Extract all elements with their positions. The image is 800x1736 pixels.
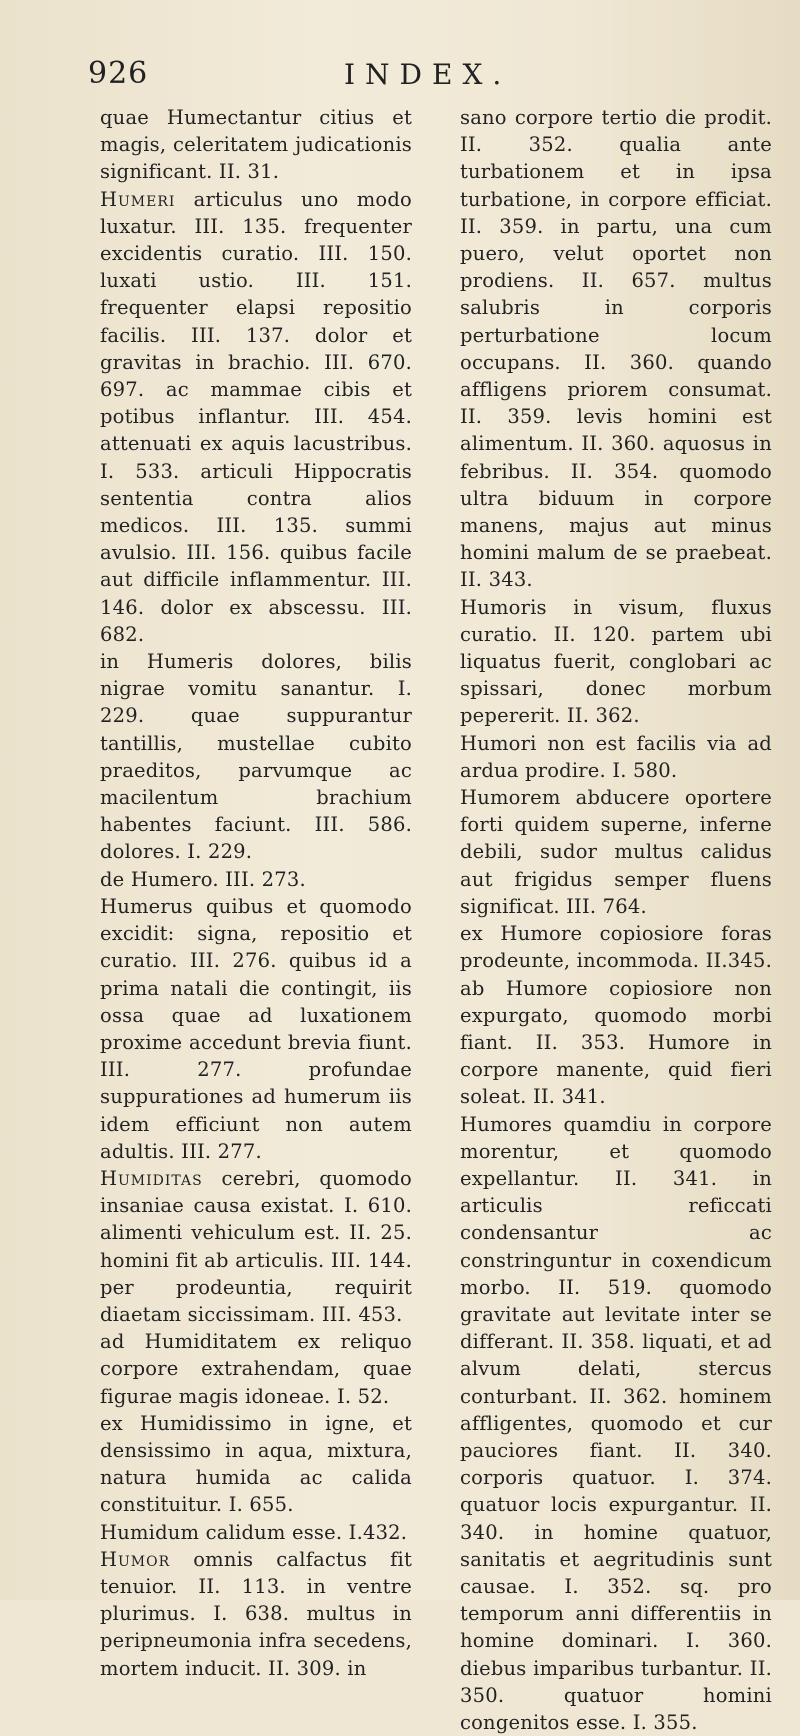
entry-headword: Humeri [100,187,176,211]
index-entry [460,594,772,730]
page-number: 926 [88,56,149,91]
page-header [0,56,800,96]
index-entry [100,186,412,648]
entry-text: ex Humidissimo in igne, et densissimo in aqua, mixtura, natura humida ac calida constituitur. I. 655. [100,1411,412,1517]
entry-text: articulus uno modo luxatur. III. 135. frequenter excidentis curatio. III. 150. luxati ustio. III. 151. frequenter elapsi repositio facilis. III. 137. dolor et gravitas in brachio. III. 670. 697. ac mammae cibis et potibus inflantur. III. 454. attenuati ex aquis lacustribus. I. 533. articuli Hippocratis sententia contra alios medicos. III. 135. summi avulsio. III. 156. quibus facile aut difficile inflammentur. III. 146. dolor ex abscessu. III. 682. [100,187,412,646]
entry-text: ad Humiditatem ex reliquo corpore extrahendam, quae figurae magis idoneae. I. 52. [100,1330,412,1408]
index-entry [100,1165,412,1328]
index-entry [460,784,772,920]
index-entry [100,1410,412,1519]
entry-text: cerebri, quomodo insaniae causa existat. I. 610. alimenti vehiculum est. II. 25. homini fit ab articulis. III. 144. per prodeuntia, requirit diaetam siccissimam. III. 453. [100,1166,412,1326]
index-entry [100,866,412,893]
entry-text: Humoris in visum, fluxus curatio. II. 120. partem ubi liquatus fuerit, conglobari ac spissari, donec morbum pepererit. II. 362. [460,595,772,728]
running-head: INDEX. [344,58,512,91]
entry-text: quae Humectantur citius et magis, celeritatem judicationis significant. II. 31. [100,106,412,184]
entry-text: Humores quamdiu in corpore morentur, et quomodo expellantur. II. 341. in articulis reficcati condensantur ac constringuntur in coxendicum morbo. II. 519. quomodo gravitate aut levitate inter se differant. II. 358. liquati, et ad alvum delati, stercus conturbant. II. 362. hominem affligentes, quomodo et cur pauciores fiant. II. 340. corporis quatuor. I. 374. quatuor locis expurgantur. II. 340. in homine quatuor, sanitatis et aegritudinis sunt causae. I. 352. sq. pro temporum anni differentiis in homine dominari. I. 360. diebus imparibus turbantur. II. 350. quatuor homini congenitos esse. I. 355. [460,1112,772,1734]
index-entry [460,730,772,784]
index-entry [100,1328,412,1410]
index-entry [100,1546,412,1682]
right-column [460,104,772,1736]
entry-headword: Humor [100,1547,171,1571]
entry-text: omnis calfactus fit tenuior. II. 113. in ventre plurimus. I. 638. multus in peripneumonia infra secedens, mortem inducit. II. 309. in [100,1547,412,1680]
entry-text: sano corpore tertio die prodit. II. 352. qualia ante turbationem et in ipsa turbatione, in corpore efficiat. II. 359. in partu, una cum puero, velut oportet non prodiens. II. 657. multus salubris in corporis perturbatione locum occupans. II. 360. quando affligens priorem consumat. II. 359. levis homini est alimentum. II. 360. aquosus in febribus. II. 354. quomodo ultra biduum in corpore manens, majus aut minus homini malum de se praebeat. II. 343. [460,106,772,592]
left-column [100,104,412,1682]
index-entry [100,893,412,1165]
entry-text: de Humero. III. 273. [100,867,306,891]
entry-text: Humorem abducere oportere forti quidem superne, inferne debili, sudor multus calidus aut frigidus semper fluens significat. III. 764. [460,786,772,918]
entry-text: Humerus quibus et quomodo excidit: signa, repositio et curatio. III. 276. quibus id a prima natali die contingit, iis ossa quae ad luxationem proxime accedunt brevia fiunt. III. 277. profundae suppurationes ad humerum iis idem efficiunt non autem adultis. III. 277. [100,894,412,1163]
entry-text: Humidum calidum esse. I.432. [100,1520,408,1544]
entry-headword: Humiditas [100,1166,203,1190]
entry-text: Humori non est facilis via ad ardua prodire. I. 580. [460,731,772,782]
index-entry [460,104,772,594]
index-entry [460,1111,772,1736]
index-entry [100,1519,412,1546]
entry-text: ex Humore copiosiore foras prodeunte, incommoda. II.345. ab Humore copiosiore non expurgato, quomodo morbi fiant. II. 353. Humore in corpore manente, quid fieri soleat. II. 341. [460,922,772,1109]
index-entry [100,104,412,186]
entry-text: in Humeris dolores, bilis nigrae vomitu sanantur. I. 229. quae suppurantur tantillis, mustellae cubito praeditos, parvumque ac macilentum brachium habentes faciunt. III. 586. dolores. I. 229. [100,650,412,864]
index-entry [100,648,412,866]
index-entry [460,920,772,1110]
